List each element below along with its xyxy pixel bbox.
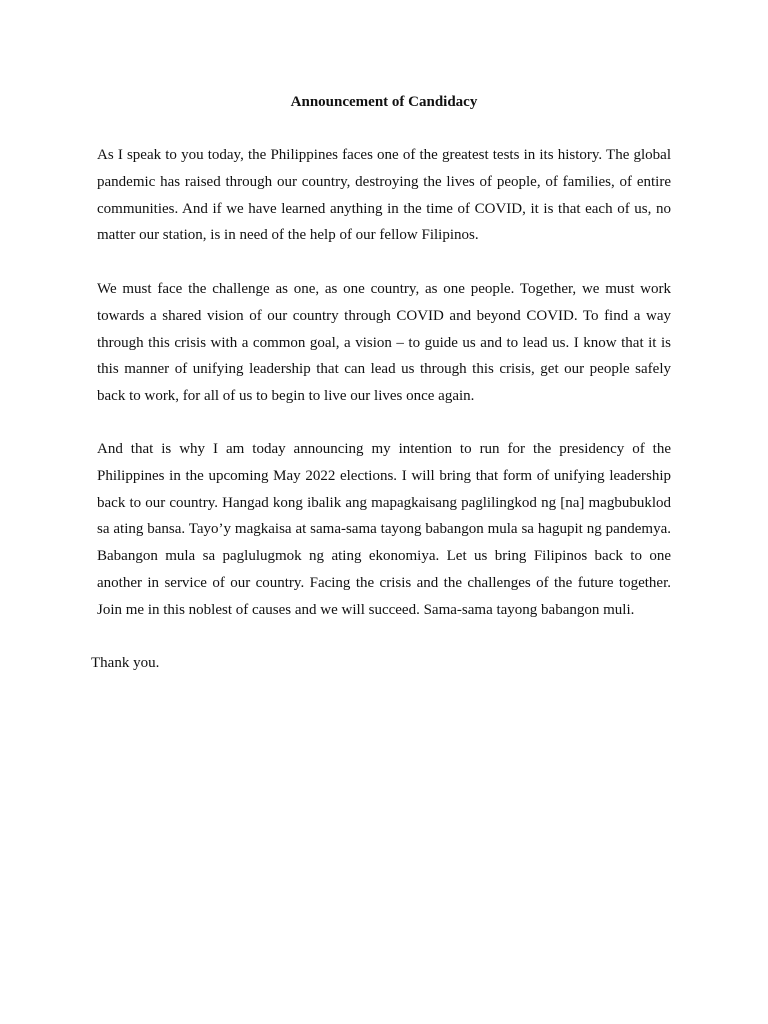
paragraph-3: And that is why I am today announcing my intention to run for the presidency of the Philippines in the upcoming May 2022 elections. I will bring that form of unifying leadership back to our country. Hangad kong ibalik ang mapagkaisang paglilingkod ng [na] magbubuklod sa ating bansa. Tayo’y magkaisa at sama-sama tayong babangon mula sa hagupit ng pandemya. Babangon mula sa paglulugmok ng ating ekonomiya. Let us bring Filipinos back to one another in service of our country. Facing the crisis and the challenges of the future together. Join me in this noblest of causes and we will succeed. Sama-sama tayong babangon muli.: [97, 441, 671, 618]
paragraph-1: As I speak to you today, the Philippines faces one of the greatest tests in its history. The global pandemic has raised through our country, destroying the lives of people, of families, of entire communities. And if we have learned anything in the time of COVID, it is that each of us, no matter our station, is in need of the help of our fellow Filipinos.: [97, 147, 671, 244]
paragraph-2: We must face the challenge as one, as one country, as one people. Together, we must work towards a shared vision of our country through COVID and beyond COVID. To find a way through this crisis with a common goal, a vision – to guide us and to lead us. I know that it is this manner of unifying leadership that can lead us through this crisis, get our people safely back to work, for all of us to begin to live our lives once again.: [97, 281, 671, 405]
document-title: Announcement of Candidacy: [290, 94, 478, 110]
closing-line: Thank you.: [91, 655, 160, 671]
